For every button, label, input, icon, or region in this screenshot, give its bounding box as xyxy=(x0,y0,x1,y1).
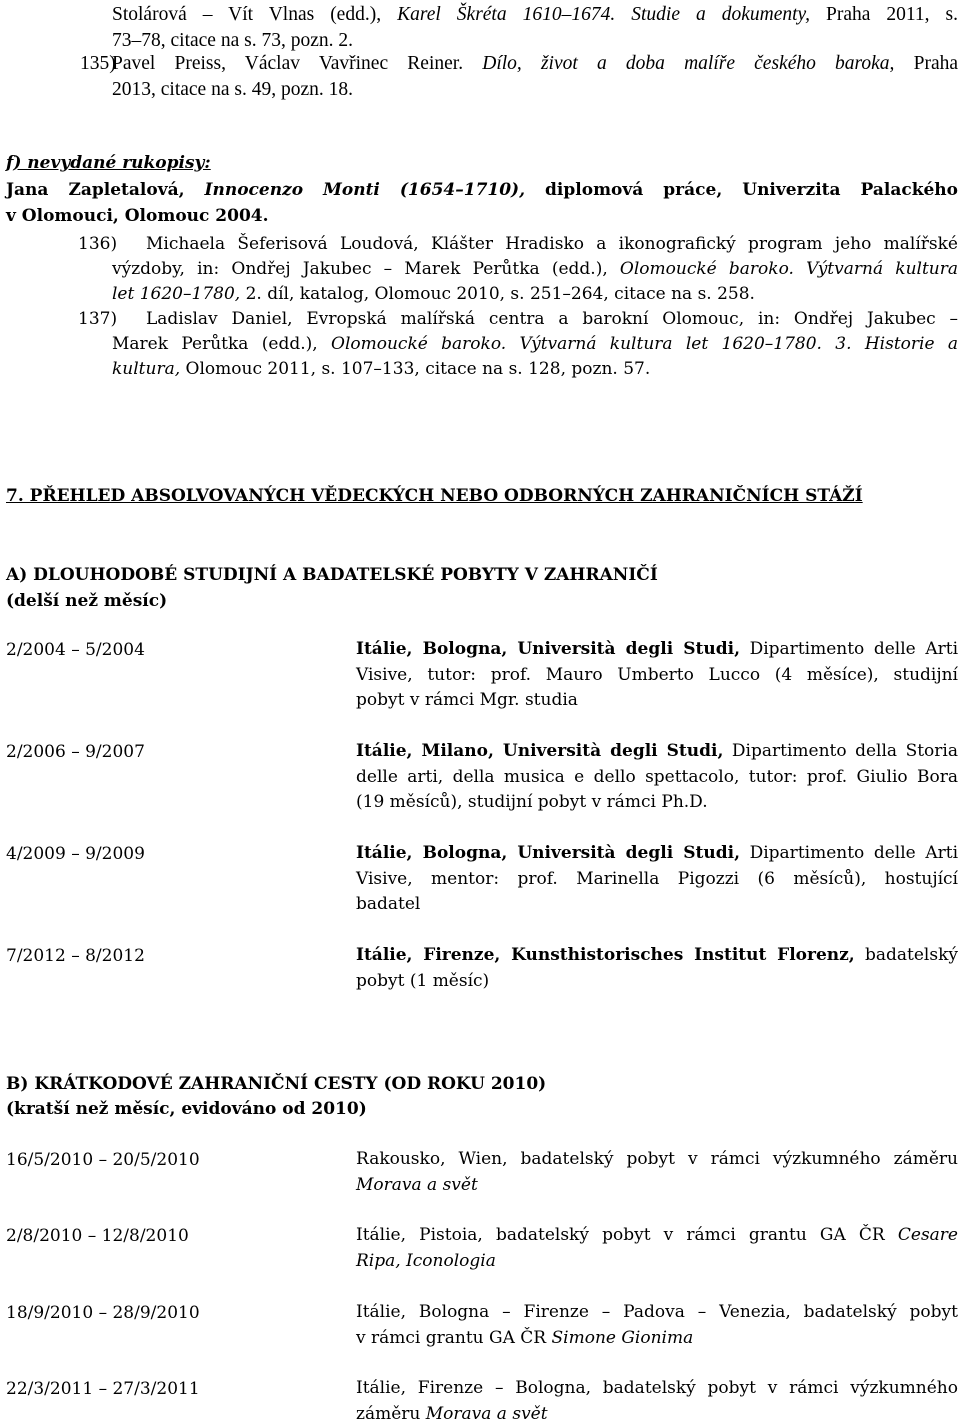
unpublished-line-2 xyxy=(6,203,269,229)
project-name: Ripa, Iconologia xyxy=(356,1251,496,1271)
bib-text: Pavel Preiss, Václav Vavřinec Reiner. xyxy=(112,53,482,74)
unpublished-heading xyxy=(6,150,211,176)
bib-title: Karel Škréta 1610–1674. Studie a dokumenty, xyxy=(397,4,810,25)
stay-text: (19 měsíců), studijní pobyt v rámci Ph.D. xyxy=(356,792,708,812)
stay-description xyxy=(356,637,958,714)
section-7-title-text: 7. PŘEHLED ABSOLVOVANÝCH VĚDECKÝCH NEBO ODBORNÝCH ZAHRANIČNÍCH STÁŽÍ xyxy=(6,486,863,506)
stay-date-text: 2/2006 – 9/2007 xyxy=(6,742,145,762)
stay-date-text: 7/2012 – 8/2012 xyxy=(6,946,145,966)
stay-place: Itálie, Milano, Università degli Studi, xyxy=(356,741,723,761)
ref-text: výzdoby, in: Ondřej Jakubec – Marek Perůtka (edd.), xyxy=(112,259,620,279)
trip-text: záměru xyxy=(356,1404,426,1424)
ref-135 xyxy=(80,51,958,77)
manuscript-info: v Olomouci, Olomouc 2004. xyxy=(6,206,269,226)
stay-date xyxy=(6,637,145,663)
ref-number: 136) xyxy=(78,234,117,254)
manuscript-info: diplomová práce, Univerzita Palackého xyxy=(525,180,958,200)
trip-date-text: 18/9/2010 – 28/9/2010 xyxy=(6,1303,200,1323)
ref-text: Ladislav Daniel, Evropská malířská centra a barokní Olomouc, in: Ondřej Jakubec – xyxy=(146,309,958,329)
ref-title: kultura, xyxy=(112,359,180,379)
trip-text: Itálie, Pistoia, badatelský pobyt v rámci grantu GA ČR xyxy=(356,1225,898,1245)
section-a-subtitle xyxy=(6,588,167,614)
stay-text: Dipartimento delle Arti xyxy=(740,639,958,659)
trip-date xyxy=(6,1376,200,1402)
stay-line xyxy=(356,790,958,816)
stay-place: Itálie, Bologna, Università degli Studi, xyxy=(356,843,740,863)
bib-title: Dílo, život a doba malíře českého baroka, xyxy=(482,53,894,74)
section-a-subtitle-text: (delší než měsíc) xyxy=(6,591,167,611)
stay-date xyxy=(6,943,145,969)
ref-136-number xyxy=(78,231,117,257)
trip-line xyxy=(356,1249,958,1275)
stay-line xyxy=(356,969,958,995)
stay-text: badatel xyxy=(356,894,420,914)
ref-number: 135) xyxy=(80,51,112,77)
trip-line xyxy=(356,1173,958,1199)
unpublished-line-1 xyxy=(6,177,958,203)
ref-136-line-1 xyxy=(146,231,958,257)
stay-text: pobyt (1 měsíc) xyxy=(356,971,489,991)
stay-text: badatelský xyxy=(855,945,958,965)
project-name: Morava a svět xyxy=(426,1404,548,1424)
stay-line xyxy=(356,637,958,663)
trip-line xyxy=(356,1300,958,1326)
section-a-title-text: A) DLOUHODOBÉ STUDIJNÍ A BADATELSKÉ POBYTY V ZAHRANIČÍ xyxy=(6,565,658,585)
trip-text: v rámci grantu GA ČR xyxy=(356,1328,552,1348)
project-name: Simone Gionima xyxy=(552,1328,694,1348)
stay-text: Dipartimento della Storia xyxy=(723,741,958,761)
trip-text: Rakousko, Wien, badatelský pobyt v rámci výzkumného záměru xyxy=(356,1149,958,1169)
project-name: Cesare xyxy=(898,1225,958,1245)
ref-title: Olomoucké baroko. Výtvarná kultura let 1620–1780. 3. Historie a xyxy=(331,334,958,354)
stay-date-text: 2/2004 – 5/2004 xyxy=(6,640,145,660)
stay-text: Dipartimento delle Arti xyxy=(740,843,958,863)
stay-date xyxy=(6,739,145,765)
section-b-subtitle-text: (kratší než měsíc, evidováno od 2010) xyxy=(6,1099,367,1119)
project-name: Morava a svět xyxy=(356,1175,478,1195)
trip-description xyxy=(356,1223,958,1274)
bib-line-4 xyxy=(112,77,353,103)
stay-text: Visive, tutor: prof. Mauro Umberto Lucco (4 měsíce), studijní xyxy=(356,665,958,685)
trip-date xyxy=(6,1147,200,1173)
ref-137-line-2 xyxy=(112,331,958,357)
section-b-title xyxy=(6,1071,546,1097)
trip-date xyxy=(6,1300,200,1326)
stay-line xyxy=(356,841,958,867)
ref-text: Olomouc 2011, s. 107–133, citace na s. 128, pozn. 57. xyxy=(180,359,650,379)
stay-line xyxy=(356,739,958,765)
trip-date-text: 16/5/2010 – 20/5/2010 xyxy=(6,1150,200,1170)
section-a-title xyxy=(6,562,658,588)
stay-date xyxy=(6,841,145,867)
trip-description xyxy=(356,1376,958,1427)
stay-line xyxy=(356,892,958,918)
manuscript-title: Innocenzo Monti (1654–1710), xyxy=(205,180,526,200)
bib-text: Praha xyxy=(894,53,958,74)
trip-description xyxy=(356,1300,958,1351)
trip-date xyxy=(6,1223,189,1249)
section-7-title xyxy=(6,483,863,509)
trip-line xyxy=(356,1326,958,1352)
section-b-title-text: B) KRÁTKODOVÉ ZAHRANIČNÍ CESTY (OD ROKU 2010) xyxy=(6,1074,546,1094)
trip-date-text: 22/3/2011 – 27/3/2011 xyxy=(6,1379,200,1399)
ref-137-line-3 xyxy=(112,356,650,382)
stay-line xyxy=(356,688,958,714)
trip-line xyxy=(356,1376,958,1402)
ref-text: Michaela Šeferisová Loudová, Klášter Hradisko a ikonografický program jeho malířské xyxy=(146,234,958,254)
ref-title: Olomoucké baroko. Výtvarná kultura xyxy=(620,259,958,279)
ref-137-number xyxy=(78,306,117,332)
ref-title: let 1620–1780, xyxy=(112,284,240,304)
ref-text: Marek Perůtka (edd.), xyxy=(112,334,331,354)
ref-137-line-1 xyxy=(146,306,958,332)
trip-line xyxy=(356,1402,958,1427)
section-b-subtitle xyxy=(6,1096,367,1122)
bib-text: 2013, citace na s. 49, pozn. 18. xyxy=(112,79,353,100)
bib-text: 73–78, citace na s. 73, pozn. 2. xyxy=(112,30,353,51)
trip-date-text: 2/8/2010 – 12/8/2010 xyxy=(6,1226,189,1246)
stay-place: Itálie, Firenze, Kunsthistorisches Institut Florenz, xyxy=(356,945,855,965)
stay-description xyxy=(356,943,958,994)
trip-line xyxy=(356,1147,958,1173)
stay-line xyxy=(356,867,958,893)
stay-text: delle arti, della musica e dello spettacolo, tutor: prof. Giulio Bora xyxy=(356,767,958,787)
manuscript-author: Jana Zapletalová, xyxy=(6,180,205,200)
stay-line xyxy=(356,663,958,689)
ref-text: 2. díl, katalog, Olomouc 2010, s. 251–264, citace na s. 258. xyxy=(240,284,755,304)
bib-line-1 xyxy=(112,2,958,28)
stay-description xyxy=(356,739,958,816)
stay-date-text: 4/2009 – 9/2009 xyxy=(6,844,145,864)
ref-number: 137) xyxy=(78,309,117,329)
ref-136-line-2 xyxy=(112,256,958,282)
stay-text: pobyt v rámci Mgr. studia xyxy=(356,690,578,710)
trip-description xyxy=(356,1147,958,1198)
stay-line xyxy=(356,943,958,969)
stay-description xyxy=(356,841,958,918)
trip-text: Itálie, Firenze – Bologna, badatelský pobyt v rámci výzkumného xyxy=(356,1378,958,1398)
ref-136-line-3 xyxy=(112,281,755,307)
bib-text: Stolárová – Vít Vlnas (edd.), xyxy=(112,4,397,25)
stay-text: Visive, mentor: prof. Marinella Pigozzi (6 měsíců), hostující xyxy=(356,869,958,889)
stay-line xyxy=(356,765,958,791)
trip-line xyxy=(356,1223,958,1249)
trip-text: Itálie, Bologna – Firenze – Padova – Venezia, badatelský pobyt xyxy=(356,1302,958,1322)
bib-text: Praha 2011, s. xyxy=(810,4,958,25)
unpublished-heading-text: f) nevydané rukopisy: xyxy=(6,153,211,173)
stay-place: Itálie, Bologna, Università degli Studi, xyxy=(356,639,740,659)
